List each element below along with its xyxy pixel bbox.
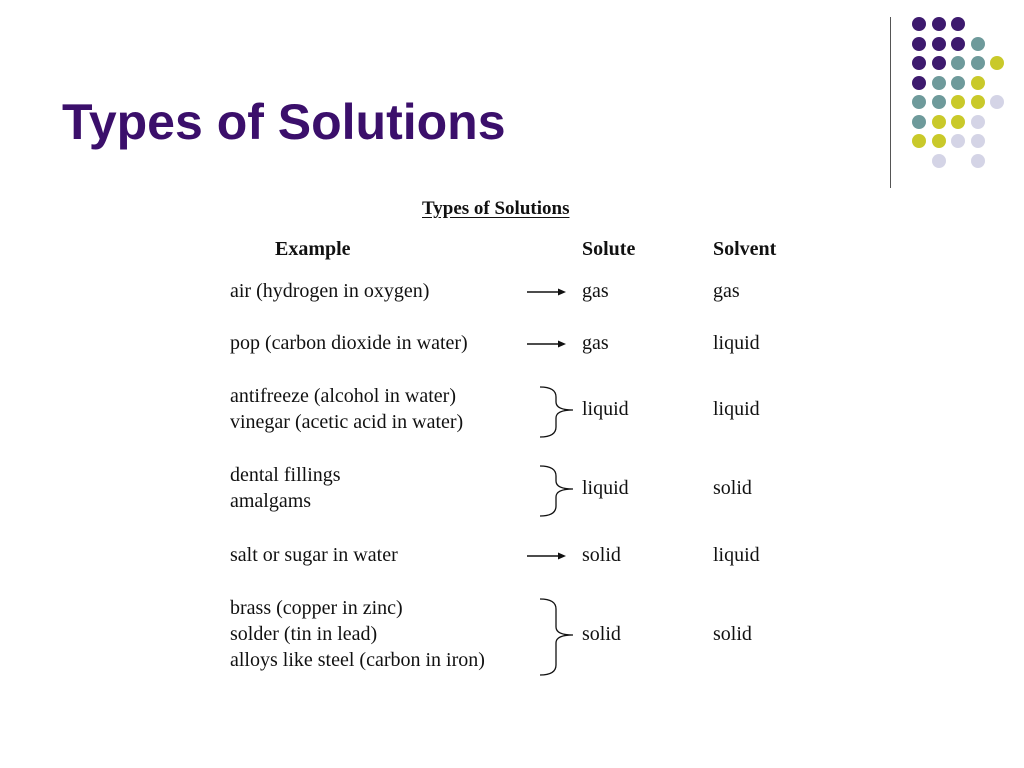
solvent-value: solid xyxy=(713,623,752,645)
header-solvent: Solvent xyxy=(713,238,777,260)
header-solute: Solute xyxy=(582,238,636,260)
solute-value: gas xyxy=(582,332,609,354)
example-text: pop (carbon dioxide in water) xyxy=(230,332,468,354)
slide-title: Types of Solutions xyxy=(62,94,506,150)
arrow-head xyxy=(558,341,566,348)
example-text: antifreeze (alcohol in water) xyxy=(230,385,456,407)
arrow-head xyxy=(558,289,566,296)
header-example: Example xyxy=(275,238,351,260)
example-text: brass (copper in zinc) xyxy=(230,597,403,619)
brace-connector xyxy=(540,599,573,675)
example-text: alloys like steel (carbon in iron) xyxy=(230,649,485,671)
brace-connector xyxy=(540,387,573,437)
solute-value: solid xyxy=(582,544,621,566)
solute-value: gas xyxy=(582,280,609,302)
example-text: vinegar (acetic acid in water) xyxy=(230,411,464,433)
example-text: salt or sugar in water xyxy=(230,544,398,566)
solute-value: liquid xyxy=(582,477,629,499)
example-text: solder (tin in lead) xyxy=(230,623,378,645)
solvent-value: liquid xyxy=(713,332,760,354)
solvent-value: solid xyxy=(713,477,752,499)
example-text: amalgams xyxy=(230,490,312,512)
example-text: air (hydrogen in oxygen) xyxy=(230,280,430,302)
solvent-value: liquid xyxy=(713,544,760,566)
arrow-head xyxy=(558,553,566,560)
solvent-value: liquid xyxy=(713,398,760,420)
table-title: Types of Solutions xyxy=(422,198,570,219)
brace-connector xyxy=(540,466,573,516)
solvent-value: gas xyxy=(713,280,740,302)
example-text: dental fillings xyxy=(230,464,341,486)
solute-value: liquid xyxy=(582,398,629,420)
solute-value: solid xyxy=(582,623,621,645)
